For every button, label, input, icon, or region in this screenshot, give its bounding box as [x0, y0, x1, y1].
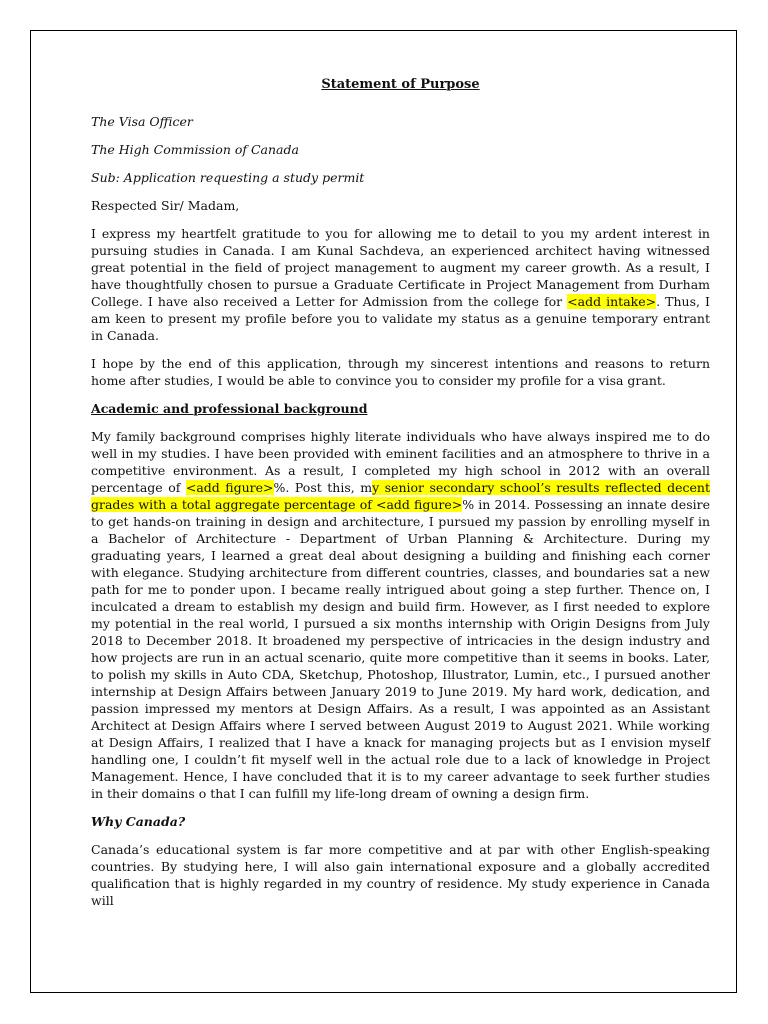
document-page	[30, 30, 737, 993]
subject-line: Sub: Application requesting a study permit	[91, 170, 365, 185]
intent-paragraph: I hope by the end of this application, through my sincerest intentions and reasons to return home after studies, I would be able to convince you to consider my profile for a visa grant.	[91, 356, 710, 388]
highlighted-results-text: y senior secondary school’s results reflected decent grades with a total aggregate percentage of <add figure>	[91, 480, 710, 512]
salutation: Respected Sir/ Madam,	[91, 198, 240, 213]
document-content	[91, 76, 710, 920]
placeholder-intake: <add intake>	[567, 294, 657, 309]
addressee-line: The High Commission of Canada	[91, 142, 299, 157]
addressee-line: The Visa Officer	[91, 114, 193, 129]
canada-paragraph: Canada’s educational system is far more competitive and at par with other English-speaking countries. By studying here, I will also gain international exposure and a globally accredited qualification that is highly regarded in my country of residence. My study experience in Canada will	[91, 842, 710, 908]
academic-text-3: % in 2014. Possessing an innate desire to get hands-on training in design and architecture, I pursued my passion by enrolling myself in a Bachelor of Architecture - Department of Urban Planning & Architecture. During my graduating years, I learned a great deal about designing a building and finishing each corner with elegance. Studying architecture from different countries, classes, and boundaries sat a new path for me to ponder upon. I became really intrigued about going a step further. Thence on, I inculcated a dream to establish my design and build firm. However, as I first needed to explore my potential in the real world, I pursued a six months internship with Origin Designs from July 2018 to December 2018. It broadened my perspective of intricacies in the design industry and how projects are run in an actual scenario, quite more competitive than it seems in books. Later, to polish my skills in Auto CDA, Sketchup, Photoshop, Illustrator, Lumin, etc., I pursued another internship at Design Affairs between January 2019 to June 2019. My hard work, dedication, and passion impressed my mentors at Design Affairs. As a result, I was appointed as an Assistant Architect at Design Affairs where I served between August 2019 to August 2021. While working at Design Affairs, I realized that I have a knack for managing projects but as I envision myself handling one, I couldn’t fit myself well in the actual role due to a lack of knowledge in Project Management. Hence, I have concluded that it is to my career advantage to seek further studies in their domains o that I can fulfill my life-long dream of owning a design firm.	[91, 497, 710, 801]
intro-text-2: . Thus, I am keen to present my profile before you to validate my status as a genuine temporary entrant in Canada.	[91, 294, 710, 343]
section-heading-canada: Why Canada?	[91, 814, 186, 829]
academic-paragraph	[91, 428, 710, 802]
intro-text-1: I express my heartfelt gratitude to you for allowing me to detail to you my ardent interest in pursuing studies in Canada. I am Kunal Sachdeva, an experienced architect having witnessed great potential in the field of project management to augment my career growth. As a result, I have thoughtfully chosen to pursue a Graduate Certificate in Project Management from Durham College. I have also received a Letter for Admission from the college for	[91, 226, 710, 309]
intro-paragraph	[91, 225, 710, 344]
placeholder-figure: <add figure>	[185, 480, 274, 495]
academic-text-2: %. Post this, m	[273, 480, 373, 495]
academic-text-1: My family background comprises highly literate individuals who have always inspired me to do well in my studies. I have been provided with eminent facilities and an atmosphere to thrive in a competitive environment. As a result, I completed my high school in 2012 with an overall percentage of	[91, 429, 710, 495]
document-title: Statement of Purpose	[321, 77, 480, 92]
section-heading-academic: Academic and professional background	[91, 401, 368, 416]
